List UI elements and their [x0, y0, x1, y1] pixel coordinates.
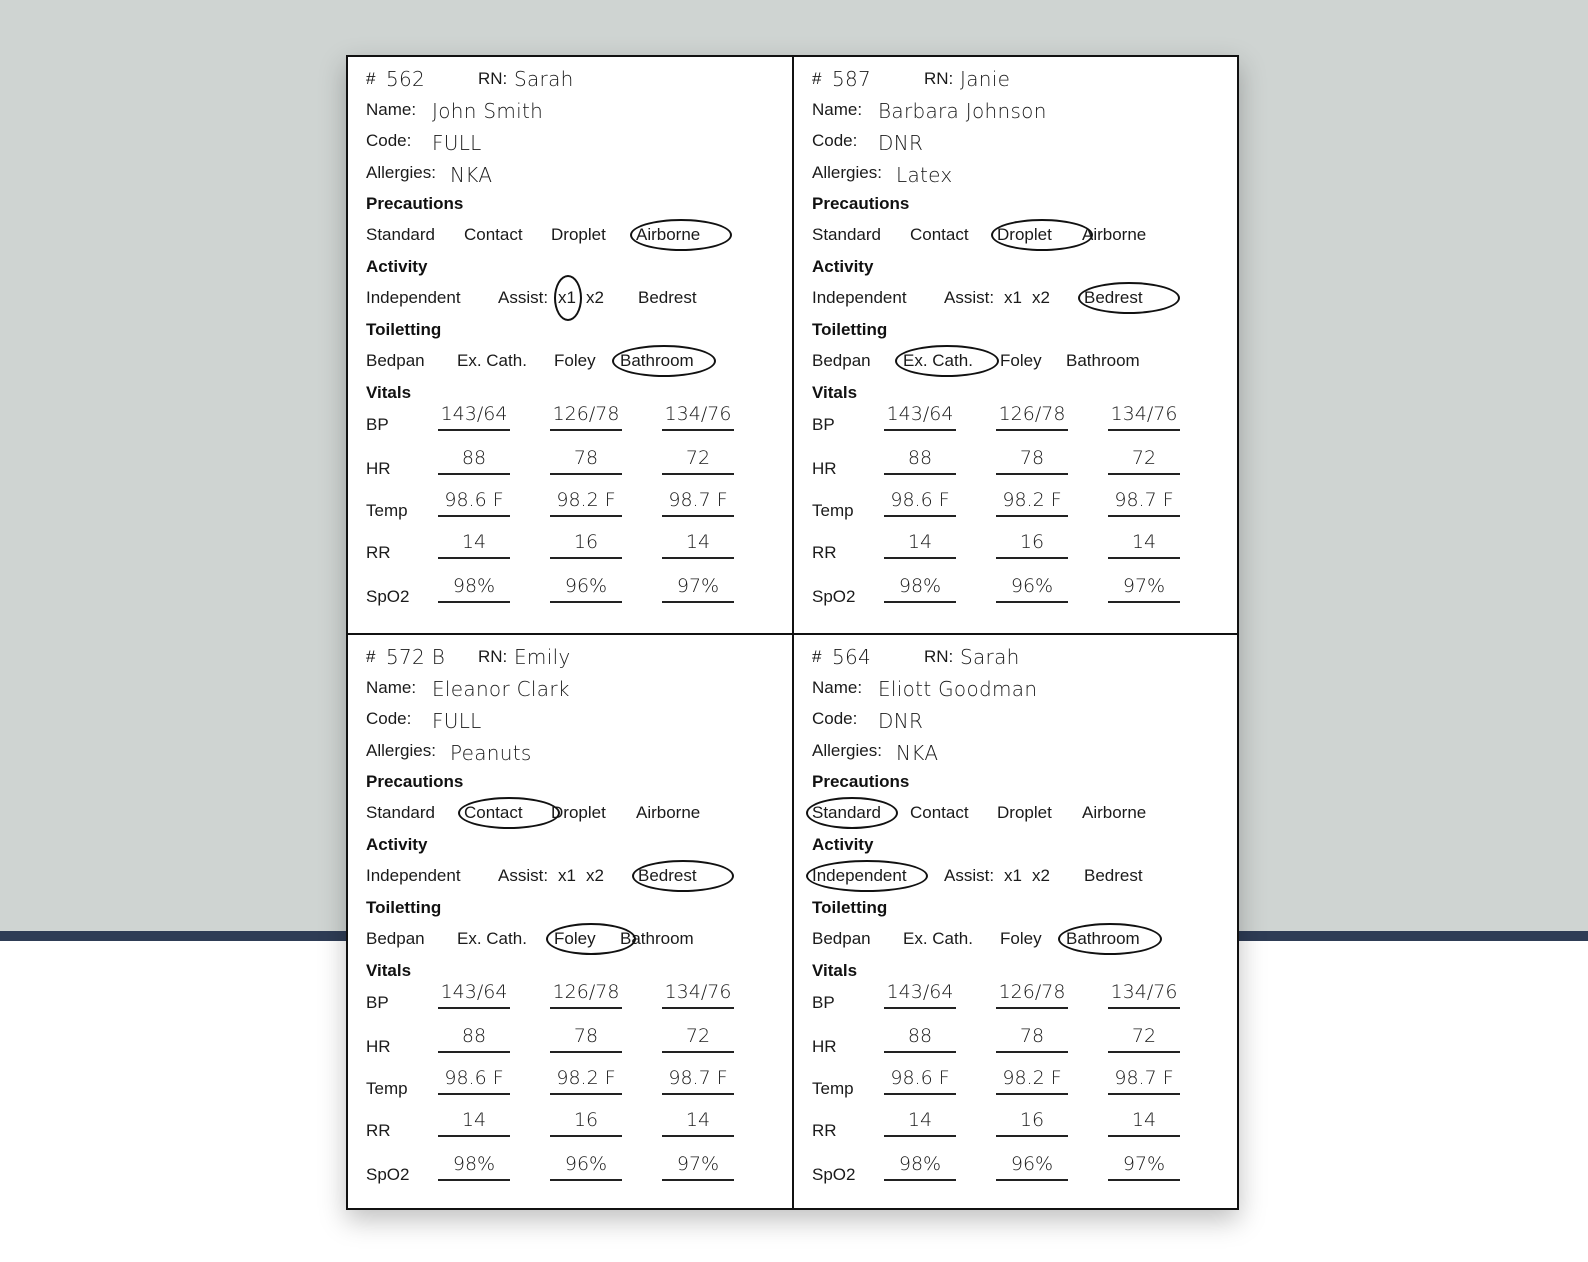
toilet-option: Bedpan: [366, 929, 425, 948]
vital-row-label: Temp: [812, 501, 854, 520]
vitals-heading: Vitals: [812, 383, 858, 402]
vital-row-label: HR: [812, 459, 837, 478]
vital-row-label: Temp: [366, 1079, 408, 1098]
code-label: Code:: [812, 709, 858, 728]
vitals-heading: Vitals: [812, 961, 858, 980]
code-label: Code:: [366, 709, 412, 728]
activity-option: Bedrest: [1084, 866, 1143, 885]
vital-row-label: BP: [812, 993, 835, 1012]
precautions-heading: Precautions: [366, 194, 464, 213]
patient-card: [794, 635, 1238, 1211]
vital-reading: 14: [438, 529, 510, 559]
room-label: #: [812, 647, 822, 666]
activity-option: x2: [1032, 288, 1050, 307]
vital-reading: 96%: [996, 573, 1068, 603]
vital-row-label: RR: [366, 1121, 391, 1140]
allergies-label: Allergies:: [366, 741, 436, 760]
vital-reading: 96%: [550, 1151, 622, 1181]
vital-row-label: Temp: [366, 501, 408, 520]
precaution-option: Droplet: [997, 225, 1052, 244]
toilet-option: Bedpan: [812, 351, 871, 370]
rn-label: RN:: [924, 69, 954, 88]
name-label: Name:: [812, 678, 863, 697]
activity-option: Assist:: [498, 866, 549, 885]
vital-reading: 72: [1108, 445, 1180, 475]
activity-option: Independent: [366, 866, 461, 885]
activity-option: x1: [1004, 288, 1022, 307]
vital-reading: 14: [884, 1107, 956, 1137]
vital-reading: 98.6 F: [884, 1065, 956, 1095]
vital-reading: 16: [996, 1107, 1068, 1137]
report-sheet: [346, 55, 1239, 1210]
vital-reading: 98.2 F: [550, 1065, 622, 1095]
activity-option: x2: [1032, 866, 1050, 885]
vital-reading: 98.6 F: [884, 487, 956, 517]
toilet-option: Bathroom: [1066, 929, 1140, 948]
vital-reading: 134/76: [1108, 401, 1180, 431]
vital-reading: 98%: [884, 1151, 956, 1181]
activity-heading: Activity: [366, 257, 428, 276]
vital-reading: 78: [550, 445, 622, 475]
vital-row-label: HR: [366, 459, 391, 478]
vital-reading: 14: [438, 1107, 510, 1137]
toilet-option: Ex. Cath.: [457, 929, 527, 948]
precaution-option: Contact: [464, 225, 523, 244]
activity-option: Bedrest: [1084, 288, 1143, 307]
precaution-option: Standard: [366, 803, 435, 822]
activity-option: x2: [586, 866, 604, 885]
precautions-heading: Precautions: [812, 772, 910, 791]
vital-reading: 88: [438, 445, 510, 475]
rn-name: Janie: [960, 67, 1011, 91]
allergies-value: Peanuts: [450, 741, 532, 765]
patient-name: Barbara Johnson: [878, 99, 1047, 123]
rn-label: RN:: [478, 647, 508, 666]
vital-row-label: SpO2: [812, 587, 856, 606]
vital-reading: 98%: [884, 573, 956, 603]
allergies-label: Allergies:: [812, 163, 882, 182]
vital-reading: 14: [1108, 1107, 1180, 1137]
vital-reading: 126/78: [550, 401, 622, 431]
vital-reading: 98.2 F: [996, 487, 1068, 517]
vital-reading: 88: [438, 1023, 510, 1053]
vital-row-label: Temp: [812, 1079, 854, 1098]
activity-option: Assist:: [944, 866, 995, 885]
allergies-label: Allergies:: [812, 741, 882, 760]
vital-reading: 143/64: [884, 979, 956, 1009]
code-label: Code:: [812, 131, 858, 150]
precaution-option: Airborne: [1082, 803, 1147, 822]
activity-heading: Activity: [812, 257, 874, 276]
vital-reading: 98.7 F: [662, 1065, 734, 1095]
precaution-option: Contact: [464, 803, 523, 822]
patient-card: [794, 57, 1238, 633]
vital-row-label: HR: [812, 1037, 837, 1056]
vital-reading: 97%: [662, 573, 734, 603]
vital-reading: 97%: [1108, 1151, 1180, 1181]
vital-row-label: SpO2: [812, 1165, 856, 1184]
vital-reading: 78: [550, 1023, 622, 1053]
rn-label: RN:: [924, 647, 954, 666]
vital-reading: 134/76: [1108, 979, 1180, 1009]
allergies-label: Allergies:: [366, 163, 436, 182]
vital-reading: 143/64: [438, 401, 510, 431]
rn-name: Sarah: [514, 67, 574, 91]
vital-reading: 98.2 F: [550, 487, 622, 517]
activity-option: Assist:: [498, 288, 549, 307]
code-status: FULL: [432, 709, 482, 733]
toilet-option: Bathroom: [620, 351, 694, 370]
activity-heading: Activity: [812, 835, 874, 854]
toiletting-heading: Toiletting: [812, 320, 888, 339]
patient-name: Eleanor Clark: [432, 677, 570, 701]
precaution-option: Airborne: [636, 225, 701, 244]
activity-option: Assist:: [944, 288, 995, 307]
activity-option: Independent: [812, 288, 907, 307]
toilet-option: Bedpan: [812, 929, 871, 948]
rn-label: RN:: [478, 69, 508, 88]
vital-reading: 88: [884, 445, 956, 475]
room-label: #: [812, 69, 822, 88]
toilet-option: Bathroom: [1066, 351, 1140, 370]
code-status: DNR: [878, 131, 924, 155]
precaution-option: Contact: [910, 225, 969, 244]
name-label: Name:: [366, 678, 417, 697]
precaution-option: Droplet: [551, 225, 606, 244]
vital-row-label: SpO2: [366, 1165, 410, 1184]
toilet-option: Foley: [1000, 351, 1042, 370]
vital-reading: 14: [662, 1107, 734, 1137]
patient-card: [348, 57, 792, 633]
vital-row-label: BP: [812, 415, 835, 434]
vital-row-label: RR: [366, 543, 391, 562]
vital-reading: 126/78: [996, 979, 1068, 1009]
precautions-heading: Precautions: [366, 772, 464, 791]
toiletting-heading: Toiletting: [366, 898, 442, 917]
room-number: 564: [832, 645, 872, 669]
vital-reading: 143/64: [884, 401, 956, 431]
vital-reading: 98.6 F: [438, 487, 510, 517]
vital-reading: 72: [662, 445, 734, 475]
toilet-option: Foley: [554, 929, 596, 948]
vitals-heading: Vitals: [366, 961, 412, 980]
toilet-option: Ex. Cath.: [903, 929, 973, 948]
toilet-option: Bathroom: [620, 929, 694, 948]
toiletting-heading: Toiletting: [366, 320, 442, 339]
activity-option: Bedrest: [638, 288, 697, 307]
room-label: #: [366, 69, 376, 88]
allergies-value: NKA: [896, 741, 939, 765]
activity-option: Bedrest: [638, 866, 697, 885]
rn-name: Sarah: [960, 645, 1020, 669]
vital-reading: 16: [550, 529, 622, 559]
precaution-option: Standard: [812, 225, 881, 244]
activity-option: x1: [1004, 866, 1022, 885]
precaution-option: Standard: [366, 225, 435, 244]
precaution-option: Contact: [910, 803, 969, 822]
allergies-value: Latex: [896, 163, 953, 187]
toilet-option: Bedpan: [366, 351, 425, 370]
code-label: Code:: [366, 131, 412, 150]
vital-reading: 14: [884, 529, 956, 559]
vital-row-label: SpO2: [366, 587, 410, 606]
precaution-option: Droplet: [551, 803, 606, 822]
vital-row-label: RR: [812, 1121, 837, 1140]
vital-row-label: BP: [366, 415, 389, 434]
vital-reading: 98.6 F: [438, 1065, 510, 1095]
toilet-option: Ex. Cath.: [903, 351, 973, 370]
vital-reading: 96%: [550, 573, 622, 603]
activity-option: x2: [586, 288, 604, 307]
activity-option: Independent: [366, 288, 461, 307]
patient-name: Eliott Goodman: [878, 677, 1038, 701]
activity-heading: Activity: [366, 835, 428, 854]
vital-reading: 78: [996, 1023, 1068, 1053]
activity-option: Independent: [812, 866, 907, 885]
vital-reading: 98.7 F: [1108, 1065, 1180, 1095]
precautions-heading: Precautions: [812, 194, 910, 213]
vital-reading: 126/78: [996, 401, 1068, 431]
code-status: DNR: [878, 709, 924, 733]
vital-reading: 97%: [662, 1151, 734, 1181]
name-label: Name:: [366, 100, 417, 119]
name-label: Name:: [812, 100, 863, 119]
allergies-value: NKA: [450, 163, 493, 187]
vital-reading: 78: [996, 445, 1068, 475]
vital-row-label: RR: [812, 543, 837, 562]
room-number: 587: [832, 67, 872, 91]
precaution-option: Airborne: [1082, 225, 1147, 244]
vital-reading: 143/64: [438, 979, 510, 1009]
toilet-option: Ex. Cath.: [457, 351, 527, 370]
vital-reading: 134/76: [662, 979, 734, 1009]
patient-name: John Smith: [432, 99, 544, 123]
room-label: #: [366, 647, 376, 666]
toiletting-heading: Toiletting: [812, 898, 888, 917]
vital-reading: 98%: [438, 1151, 510, 1181]
room-number: 562: [386, 67, 426, 91]
vital-reading: 72: [662, 1023, 734, 1053]
activity-option: x1: [558, 288, 576, 307]
patient-card: [348, 635, 792, 1211]
vital-reading: 14: [662, 529, 734, 559]
room-number: 572 B: [386, 645, 446, 669]
vital-reading: 98.2 F: [996, 1065, 1068, 1095]
vital-reading: 98%: [438, 573, 510, 603]
precaution-option: Airborne: [636, 803, 701, 822]
precaution-option: Droplet: [997, 803, 1052, 822]
vital-row-label: HR: [366, 1037, 391, 1056]
activity-option: x1: [558, 866, 576, 885]
toilet-option: Foley: [554, 351, 596, 370]
vitals-heading: Vitals: [366, 383, 412, 402]
code-status: FULL: [432, 131, 482, 155]
vital-reading: 126/78: [550, 979, 622, 1009]
vital-reading: 98.7 F: [1108, 487, 1180, 517]
vital-row-label: BP: [366, 993, 389, 1012]
vital-reading: 96%: [996, 1151, 1068, 1181]
vital-reading: 97%: [1108, 573, 1180, 603]
vital-reading: 98.7 F: [662, 487, 734, 517]
vital-reading: 72: [1108, 1023, 1180, 1053]
vital-reading: 16: [996, 529, 1068, 559]
vital-reading: 16: [550, 1107, 622, 1137]
vital-reading: 88: [884, 1023, 956, 1053]
precaution-option: Standard: [812, 803, 881, 822]
toilet-option: Foley: [1000, 929, 1042, 948]
vital-reading: 134/76: [662, 401, 734, 431]
rn-name: Emily: [514, 645, 571, 669]
vital-reading: 14: [1108, 529, 1180, 559]
